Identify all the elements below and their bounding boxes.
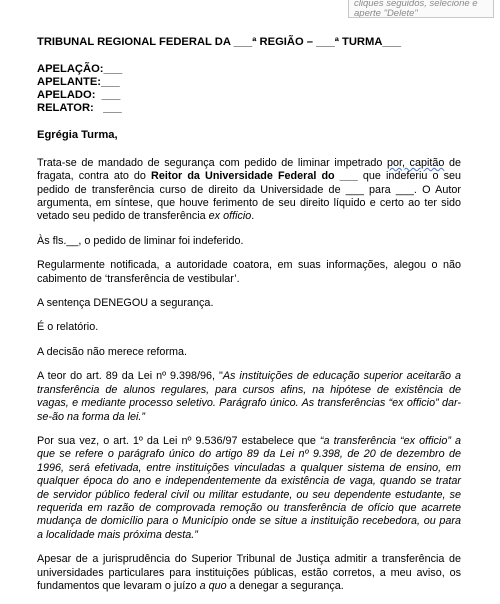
paragraph [37, 157, 461, 224]
greeting: Egrégia Turma, [37, 129, 118, 142]
paragraph: Regularmente notificada, a autoridade coatora, em suas informações, alegou o não cabimento de ‘transferência de vestibular’. [37, 259, 461, 285]
text-run: . [251, 210, 255, 223]
paragraph: A decisão não merece reforma. [37, 345, 188, 358]
document-body [37, 36, 461, 604]
paragraph: É o relatório. [37, 321, 99, 334]
tooltip-line: cliques seguidos, selecione e [354, 0, 478, 9]
paragraph: Às fls.__, o pedido de liminar foi indeferido. [37, 234, 244, 247]
text-run-italic: a quo [199, 579, 227, 592]
party-line: APELANTE:___ [37, 76, 120, 89]
paragraph [37, 553, 461, 593]
party-line: APELADO: ___ [37, 89, 121, 102]
text-run: A teor do art. 89 da Lei nº 9.398/96, " [37, 370, 223, 383]
document-title: TRIBUNAL REGIONAL FEDERAL DA ___ª REGIÃO – ___ª TURMA___ [37, 36, 402, 48]
paragraph [37, 435, 461, 542]
text-run: de fragata, contra ato do [37, 156, 461, 183]
text-run-italic: “a transferência “ex officio” a que se refere o parágrafo único do artigo 89 da Lei nº 9.398, de 20 de dezembro de 1996, será efetivada, entre instituições vinculadas a qualquer sistema de ensino, em qualquer época do ano e independentemente da existência de vaga, quando se tratar de servidor público federal civil ou militar estudante, ou seu dependente estudante, se requerida em razão de comprovada remoção ou transferência de ofício que acarrete mudança de domicílio para o Município onde se situe a instituição recebedora, ou para a localidade mais próxima desta.” [37, 434, 461, 541]
text-run: que indeferiu o seu pedido de transferência curso de direito da Universidade de ___ para ___. O Autor argumenta, em síntese, que houve ferimento de seu direito líquido e certo ao ter sido vetado seu pedido de transferência [37, 170, 462, 223]
text-run-italic: As instituições de educação superior aceitarão a transferência de alunos regulares, para cursos afins, na hipótese de existência de vagas, e mediante processo seletivo. Parágrafo único. As transferências “ex officio” dar-se-ão na forma da lei.” [37, 370, 461, 423]
tooltip-line: aperte "Delete" [354, 8, 418, 18]
text-run: a denegar a segurança. [226, 579, 344, 592]
paragraph [37, 370, 461, 424]
text-run-bold: Reitor da Universidade Federal do ___ [151, 170, 358, 183]
text-run: Trata-se de mandado de segurança com pedido de liminar impetrado [37, 156, 387, 169]
party-line: RELATOR: ___ [37, 102, 122, 115]
text-run: Apesar de a jurisprudência do Superior Tribunal de Justiça admitir a transferência de universidades particulares para instituições públicas, estão corretos, a meu aviso, os fundamentos que levaram o juízo [37, 553, 461, 592]
parties-block [37, 63, 461, 115]
tooltip-hint [348, 0, 494, 18]
text-run-italic: ex officio [208, 210, 252, 223]
spelling-flag[interactable]: por, capitão [386, 156, 445, 169]
party-line: APELAÇÃO:___ [37, 63, 123, 76]
text-run: Por sua vez, o art. 1º da Lei nº 9.536/97 estabelece que [37, 434, 320, 447]
paragraph: A sentença DENEGOU a segurança. [37, 297, 214, 310]
